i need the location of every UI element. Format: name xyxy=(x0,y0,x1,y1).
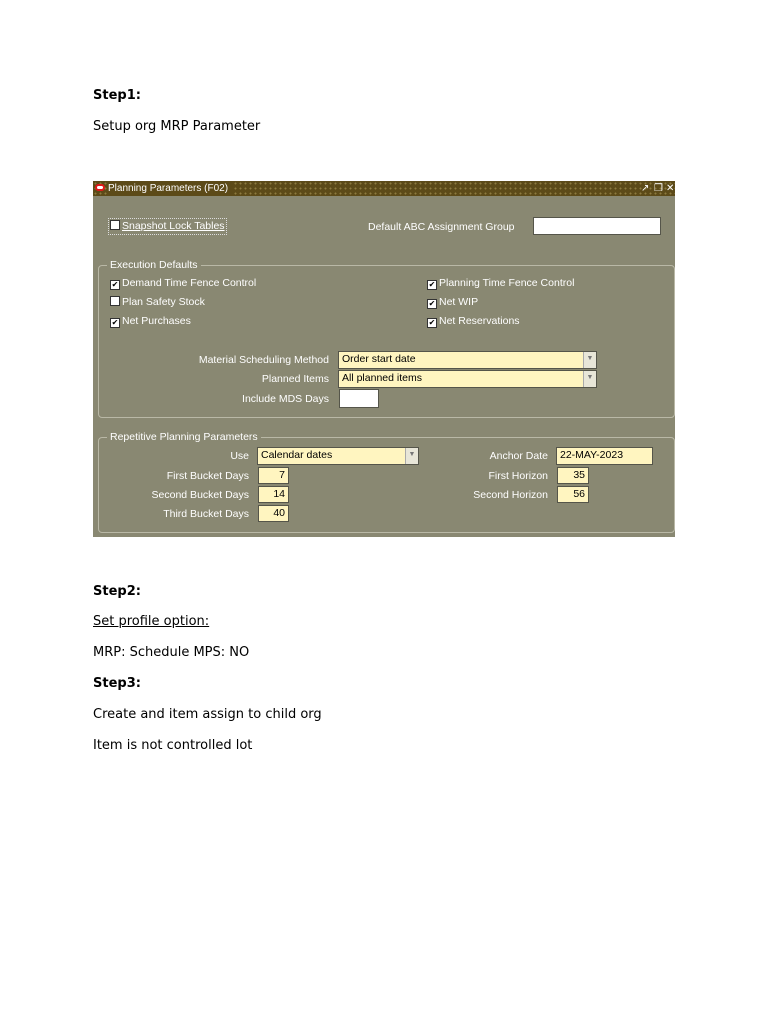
include-mds-days-input[interactable] xyxy=(339,389,379,408)
minimize-icon[interactable]: ↗ xyxy=(641,183,650,194)
checkmark-icon: ✔ xyxy=(111,318,119,327)
use-select[interactable] xyxy=(257,447,419,465)
planning-parameters-window xyxy=(93,181,675,537)
snapshot-lock-tables-checkbox[interactable] xyxy=(110,220,225,233)
step2-text: MRP: Schedule MPS: NO xyxy=(93,645,250,660)
net-purchases-checkbox[interactable] xyxy=(110,315,191,328)
demand-time-fence-checkbox[interactable] xyxy=(110,277,256,290)
chevron-down-icon[interactable]: ▼ xyxy=(405,448,418,464)
net-purchases-label: Net Purchases xyxy=(122,315,191,327)
include-mds-days-label: Include MDS Days xyxy=(242,393,329,405)
second-bucket-days-label: Second Bucket Days xyxy=(151,489,249,501)
window-titlebar xyxy=(93,181,675,196)
chevron-down-icon[interactable]: ▼ xyxy=(583,371,596,387)
first-horizon-label: First Horizon xyxy=(488,470,548,482)
demand-time-fence-label: Demand Time Fence Control xyxy=(122,277,257,289)
repetitive-planning-title: Repetitive Planning Parameters xyxy=(107,431,261,443)
step3-heading: Step3: xyxy=(93,676,141,691)
checkmark-icon: ✔ xyxy=(111,280,119,289)
step2-subheading: Set profile option: xyxy=(93,614,210,629)
execution-defaults-title: Execution Defaults xyxy=(107,259,201,271)
planned-items-select[interactable] xyxy=(338,370,597,388)
step1-text: Setup org MRP Parameter xyxy=(93,119,261,134)
plan-safety-stock-label: Plan Safety Stock xyxy=(122,296,205,308)
checkmark-icon: ✔ xyxy=(428,280,436,289)
unchecked-box-icon xyxy=(110,220,120,230)
maximize-icon[interactable]: ❐ xyxy=(654,183,663,194)
chevron-down-icon[interactable]: ▼ xyxy=(583,352,596,368)
material-scheduling-select[interactable] xyxy=(338,351,597,369)
planning-time-fence-label: Planning Time Fence Control xyxy=(439,277,575,289)
step2-heading: Step2: xyxy=(93,584,141,599)
net-reservations-label: Net Reservations xyxy=(439,315,520,327)
unchecked-box-icon xyxy=(110,296,120,306)
use-label: Use xyxy=(230,450,249,462)
first-bucket-days-label: First Bucket Days xyxy=(166,470,249,482)
third-bucket-days-label: Third Bucket Days xyxy=(163,508,249,520)
planned-items-label: Planned Items xyxy=(261,373,329,385)
third-bucket-days-input[interactable]: 40 xyxy=(258,505,289,522)
plan-safety-stock-checkbox[interactable] xyxy=(110,296,205,309)
use-value: Calendar dates xyxy=(261,449,333,461)
oracle-logo-icon xyxy=(95,184,105,191)
close-icon[interactable]: ✕ xyxy=(666,183,675,194)
step3-text-2: Item is not controlled lot xyxy=(93,738,253,753)
default-abc-label: Default ABC Assignment Group xyxy=(368,221,515,233)
first-bucket-days-input[interactable]: 7 xyxy=(258,467,289,484)
anchor-date-label: Anchor Date xyxy=(489,450,548,462)
snapshot-lock-tables-label: Snapshot Lock Tables xyxy=(122,220,225,232)
anchor-date-input[interactable]: 22-MAY-2023 xyxy=(556,447,653,465)
material-scheduling-value: Order start date xyxy=(342,353,416,365)
checkmark-icon: ✔ xyxy=(428,299,436,308)
planning-time-fence-checkbox[interactable] xyxy=(427,277,574,290)
window-title: Planning Parameters (F02) xyxy=(108,182,232,195)
net-reservations-checkbox[interactable] xyxy=(427,315,520,328)
net-wip-label: Net WIP xyxy=(439,296,479,308)
step1-heading: Step1: xyxy=(93,88,141,103)
second-bucket-days-input[interactable]: 14 xyxy=(258,486,289,503)
step3-text-1: Create and item assign to child org xyxy=(93,707,322,722)
net-wip-checkbox[interactable] xyxy=(427,296,478,309)
default-abc-input[interactable] xyxy=(533,217,661,235)
checkmark-icon: ✔ xyxy=(428,318,436,327)
second-horizon-input[interactable]: 56 xyxy=(557,486,589,503)
second-horizon-label: Second Horizon xyxy=(473,489,548,501)
first-horizon-input[interactable]: 35 xyxy=(557,467,589,484)
planned-items-value: All planned items xyxy=(342,372,422,384)
material-scheduling-label: Material Scheduling Method xyxy=(198,354,329,366)
